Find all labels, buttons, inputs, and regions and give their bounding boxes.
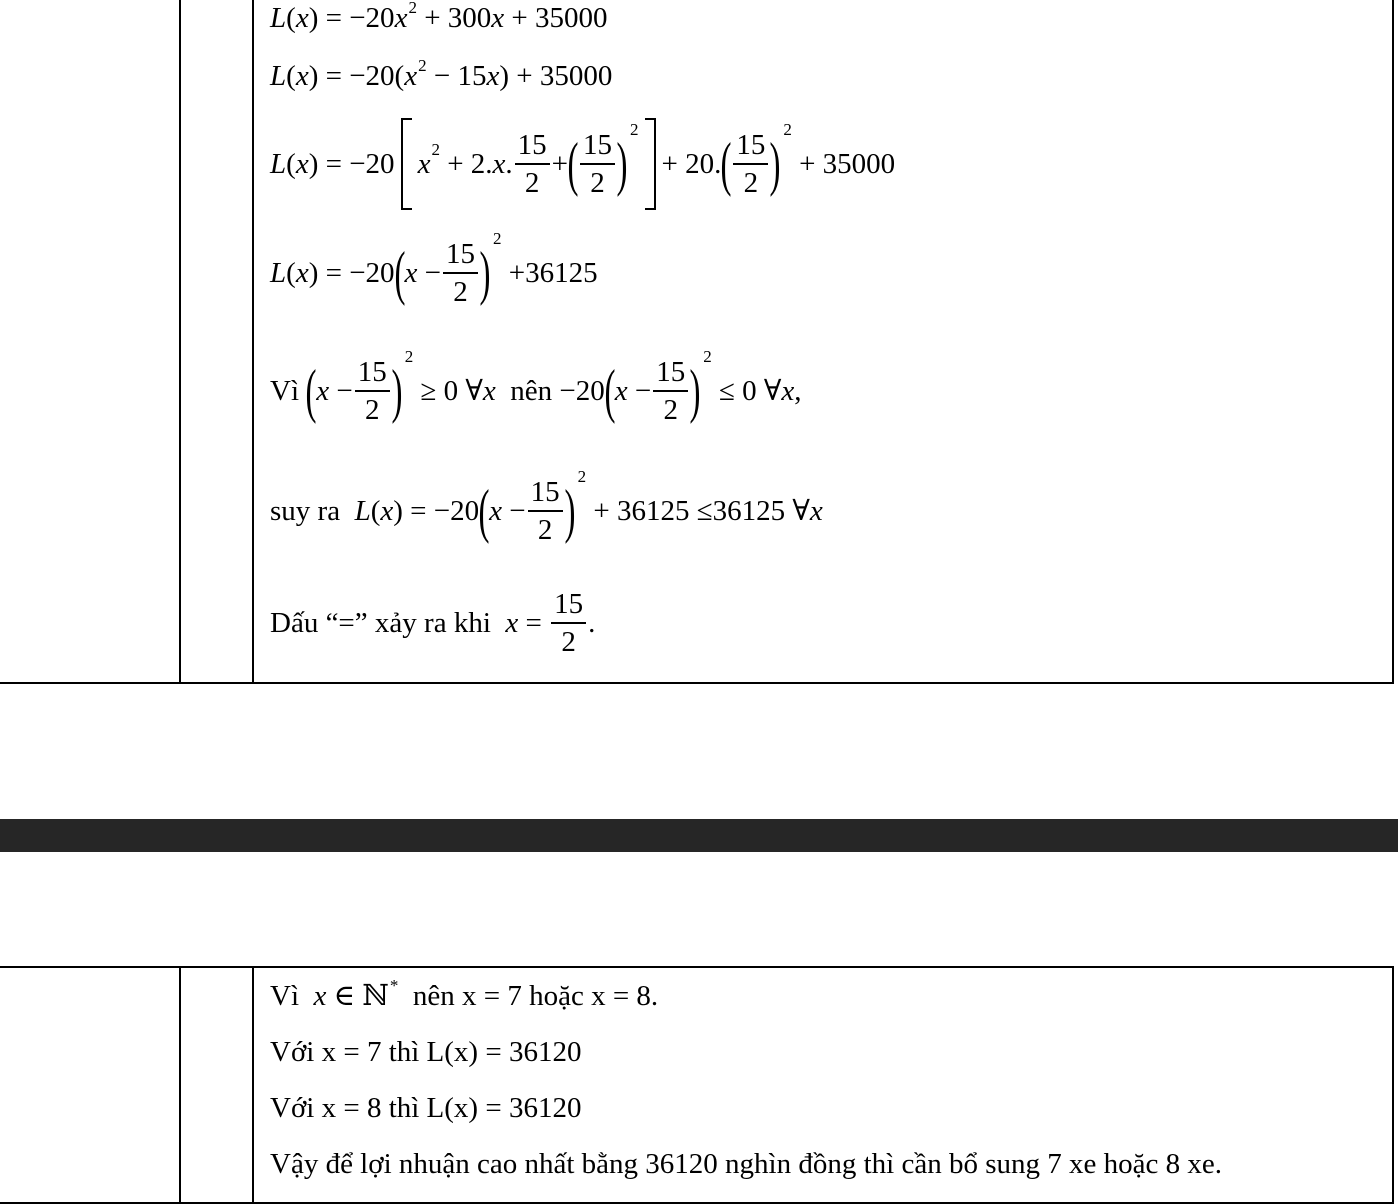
- column-divider-1: [179, 0, 181, 682]
- equation-line-4: L ( x ) = −20 ( x − $\frac{15}{2}$ ) 2 + 36125: [270, 229, 598, 308]
- column-divider-2: [252, 0, 254, 682]
- conclusion-line: suy ra L ( x ) = −20 ( x − $\frac{15}{2}$ ) 2 + 36125 ≤ 36125 ∀ x: [270, 467, 823, 546]
- column-divider-2: [252, 968, 254, 1202]
- equation-line-3: L ( x ) = −20 x $^2$ + 2. x . $\frac{15}{2}$ + ( $\frac{15}{2}$ ) 2 + 20. ( $\frac{15}{2}$ ) 2 + 35000: [270, 116, 895, 212]
- equality-condition-line: Dấu “=” xảy ra khi x = $\frac{15}{2}$ .: [270, 588, 596, 658]
- column-divider-1: [179, 968, 181, 1202]
- equation-line-2: $L(x) = -20(x^2 - 15x) + 35000$: [270, 56, 613, 92]
- bottom-line-2: Với x = 7 thì L(x) = 36120: [270, 1036, 582, 1068]
- bottom-line-3: Với x = 8 thì L(x) = 36120: [270, 1092, 582, 1124]
- bottom-line-4: Vậy để lợi nhuận cao nhất bằng 36120 nghìn đồng thì cần bổ sung 7 xe hoặc 8 xe.: [270, 1148, 1222, 1180]
- fraction: $\frac{15}{2}$: [515, 128, 550, 200]
- inequality-line: Vì ( x − $\frac{15}{2}$ ) 2 ≥ 0 ∀ x nên −20 ( x − $\frac{15}{2}$ ) 2 ≤ 0 ∀ x ,: [270, 347, 802, 426]
- page-separator-band: [0, 819, 1398, 852]
- bottom-line-1: Vì x ∈ ℕ* nên x = 7 hoặc x = 8.: [270, 976, 659, 1012]
- equation-line-1: $L(x) = -20x^2 + 300x + 35000$: [270, 0, 608, 34]
